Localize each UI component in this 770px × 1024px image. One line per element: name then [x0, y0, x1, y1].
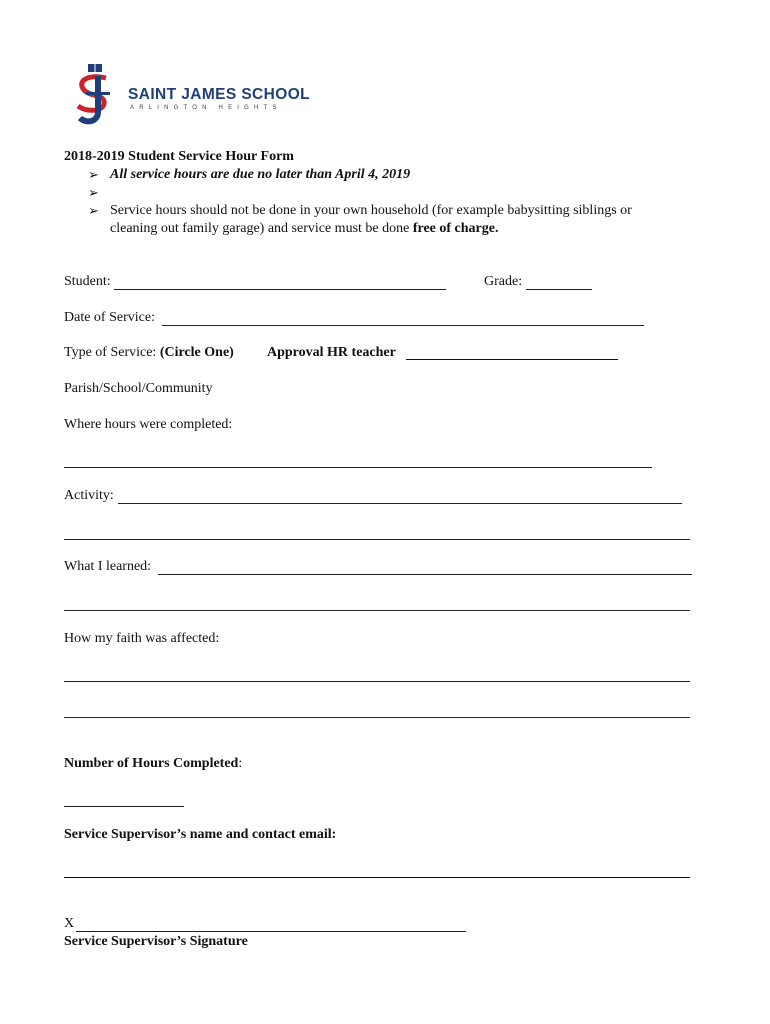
supervisor-signature-field[interactable]: [76, 931, 466, 932]
activity-field[interactable]: [118, 503, 682, 504]
faith-affected-label: How my faith was affected:: [64, 631, 220, 646]
service-type-options[interactable]: Parish/School/Community: [64, 381, 213, 396]
free-of-charge: free of charge.: [412, 221, 499, 236]
faith-affected-field-line2[interactable]: [64, 717, 690, 718]
supervisor-signature-label: Service Supervisor’s Signature: [64, 934, 248, 949]
hours-completed-field[interactable]: [64, 806, 184, 807]
bullet-arrow-icon: ➢: [88, 203, 99, 218]
where-completed-label: Where hours were completed:: [64, 417, 233, 432]
supervisor-contact-field[interactable]: [64, 877, 690, 878]
household-rule-text: cleaning out family garage) and service must be done: [110, 221, 413, 236]
what-learned-label: What I learned:: [64, 559, 152, 574]
where-completed-field[interactable]: [64, 467, 652, 468]
hours-completed-text: Number of Hours Completed: [64, 756, 239, 771]
deadline-note: All service hours are due no later than April 4, 2019: [110, 167, 411, 182]
hours-completed-label: [64, 756, 242, 772]
date-of-service-field[interactable]: [162, 325, 644, 326]
circle-one-note: (Circle One): [159, 345, 234, 360]
school-logo: [72, 62, 311, 128]
supervisor-contact-label: Service Supervisor’s name and contact email:: [64, 827, 337, 842]
signature-x: X: [64, 916, 75, 931]
household-rule-line1: Service hours should not be done in your own household (for example babysitting siblings or: [110, 203, 632, 218]
bullet-arrow-icon: ➢: [88, 167, 99, 182]
grade-label: Grade:: [484, 274, 523, 289]
household-rule-line2: [110, 221, 498, 237]
approval-hr-teacher-label: Approval HR teacher: [267, 345, 396, 360]
student-field[interactable]: [114, 289, 446, 290]
type-of-service-label: [64, 345, 234, 361]
type-of-service-text: Type of Service:: [64, 345, 160, 360]
hours-colon: :: [238, 756, 243, 771]
bullet-arrow-icon: ➢: [88, 185, 99, 200]
faith-affected-field[interactable]: [64, 681, 690, 682]
what-learned-field[interactable]: [158, 574, 692, 575]
school-name: SAINT JAMES SCHOOL: [128, 86, 311, 103]
approval-hr-teacher-field[interactable]: [406, 359, 618, 360]
activity-label: Activity:: [64, 488, 114, 503]
grade-field[interactable]: [526, 289, 592, 290]
sjs-monogram-icon: [72, 62, 122, 126]
form-title: 2018-2019 Student Service Hour Form: [64, 149, 294, 164]
activity-field-line2[interactable]: [64, 539, 690, 540]
school-location: ARLINGTON HEIGHTS: [130, 105, 282, 111]
date-of-service-label: Date of Service:: [64, 310, 155, 325]
student-label: Student:: [64, 274, 111, 289]
what-learned-field-line2[interactable]: [64, 610, 690, 611]
